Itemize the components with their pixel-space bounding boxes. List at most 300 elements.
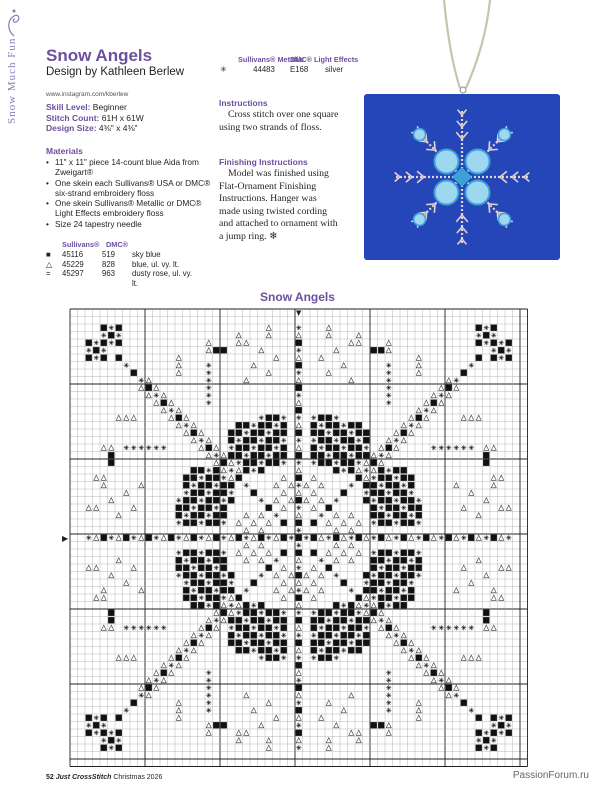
stitch-silver xyxy=(274,445,279,450)
stitch-sky-blue xyxy=(408,520,414,526)
stitch-silver xyxy=(176,498,181,503)
stitch-sky-blue xyxy=(378,572,384,578)
stitch-light-blue xyxy=(266,520,271,525)
stitch-silver xyxy=(251,625,256,630)
stitch-light-blue xyxy=(206,348,211,353)
stitch-light-blue xyxy=(266,550,271,555)
stitch-silver xyxy=(206,468,211,473)
center-marker-side: ▶ xyxy=(62,533,69,543)
stitch-light-blue xyxy=(386,348,391,353)
stitch-light-blue xyxy=(416,355,421,360)
stitch-silver xyxy=(371,535,376,540)
stitch-light-blue xyxy=(176,715,181,720)
stitch-sky-blue xyxy=(198,580,204,586)
stitch-light-blue xyxy=(206,438,211,443)
stitch-silver xyxy=(259,438,264,443)
stitch-sky-blue xyxy=(401,430,407,436)
stitch-sky-blue xyxy=(356,617,362,623)
stitch-silver xyxy=(124,708,129,713)
stitch-silver xyxy=(206,393,211,398)
stitch-sky-blue xyxy=(326,565,332,571)
stitch-light-blue xyxy=(94,505,99,510)
stitch-sky-blue xyxy=(266,422,272,428)
stitch-silver xyxy=(176,573,181,578)
stitch-light-blue xyxy=(176,708,181,713)
stitch-light-blue xyxy=(131,565,136,570)
stitch-light-blue xyxy=(416,663,421,668)
stitch-silver xyxy=(191,588,196,593)
stitch-sky-blue xyxy=(281,647,287,653)
stitch-silver xyxy=(386,378,391,383)
stitch-light-blue xyxy=(184,535,189,540)
stitch-sky-blue xyxy=(236,535,242,541)
stitch-sky-blue xyxy=(371,557,377,563)
stitch-sky-blue xyxy=(206,625,212,631)
stitch-silver xyxy=(296,393,301,398)
stitch-light-blue xyxy=(311,595,316,600)
stitch-light-blue xyxy=(311,505,316,510)
stitch-sky-blue xyxy=(393,587,399,593)
stitch-sky-blue xyxy=(476,715,482,721)
stitch-light-blue xyxy=(259,528,264,533)
stitch-sky-blue xyxy=(296,407,302,413)
stitch-sky-blue xyxy=(401,550,407,556)
stitch-light-blue xyxy=(341,520,346,525)
stitch-light-blue xyxy=(296,333,301,338)
stitch-light-blue xyxy=(221,618,226,623)
stitch-silver xyxy=(334,610,339,615)
stitch-light-blue xyxy=(304,588,309,593)
stitch-light-blue xyxy=(176,423,181,428)
stitch-sky-blue xyxy=(198,490,204,496)
stitch-silver xyxy=(244,483,249,488)
stitch-sky-blue xyxy=(371,460,377,466)
center-marker-top: ▼ xyxy=(296,309,302,317)
stitch-sky-blue xyxy=(318,415,324,421)
stitch-light-blue xyxy=(139,588,144,593)
stitch-silver xyxy=(499,715,504,720)
stitch-light-blue xyxy=(221,603,226,608)
stitch-sky-blue xyxy=(311,640,317,646)
stitch-silver xyxy=(199,438,204,443)
stitch-silver xyxy=(101,723,106,728)
stitch-sky-blue xyxy=(491,715,497,721)
stitch-sky-blue xyxy=(491,730,497,736)
stitch-silver xyxy=(499,355,504,360)
stitch-light-blue xyxy=(296,423,301,428)
stitch-light-blue xyxy=(236,730,241,735)
stitch-sky-blue xyxy=(213,572,219,578)
stitch-sky-blue xyxy=(281,452,287,458)
stitch-silver xyxy=(139,625,144,630)
stitch-silver xyxy=(109,535,114,540)
stitch-silver xyxy=(214,588,219,593)
stitch-silver xyxy=(259,655,264,660)
stitch-light-blue xyxy=(296,468,301,473)
stitch-light-blue xyxy=(416,715,421,720)
stitch-sky-blue xyxy=(183,595,189,601)
stitch-sky-blue xyxy=(378,595,384,601)
stitch-light-blue xyxy=(476,558,481,563)
stitch-silver xyxy=(364,468,369,473)
stitch-sky-blue xyxy=(363,587,369,593)
stitch-sky-blue xyxy=(356,647,362,653)
stitch-sky-blue xyxy=(408,505,414,511)
stitch-sky-blue xyxy=(446,685,452,691)
stitch-sky-blue xyxy=(371,482,377,488)
jump-ring xyxy=(460,87,466,93)
stitch-sky-blue xyxy=(206,482,212,488)
stitch-silver xyxy=(334,460,339,465)
stitch-light-blue xyxy=(116,535,121,540)
stitch-sky-blue xyxy=(198,602,204,608)
stitch-light-blue xyxy=(386,618,391,623)
stitch-silver xyxy=(446,625,451,630)
stitch-light-blue xyxy=(289,588,294,593)
stitch-silver xyxy=(341,603,346,608)
stitch-sky-blue xyxy=(401,595,407,601)
stitch-silver xyxy=(124,445,129,450)
stitch-sky-blue xyxy=(266,505,272,511)
stitch-light-blue xyxy=(169,670,174,675)
stitch-silver xyxy=(131,535,136,540)
stitch-light-blue xyxy=(124,415,129,420)
stitch-light-blue xyxy=(236,738,241,743)
stitch-sky-blue xyxy=(273,632,279,638)
stitch-light-blue xyxy=(326,325,331,330)
stitch-light-blue xyxy=(281,595,286,600)
stitch-sky-blue xyxy=(378,520,384,526)
stitch-sky-blue xyxy=(386,565,392,571)
stitch-silver xyxy=(221,550,226,555)
stitch-light-blue xyxy=(484,498,489,503)
designer-url[interactable]: www.instagram.com/kberlew xyxy=(46,91,129,98)
stitch-light-blue xyxy=(176,663,181,668)
stitch-sky-blue xyxy=(311,452,317,458)
stitch-sky-blue xyxy=(491,745,497,751)
stitch-silver xyxy=(221,520,226,525)
stitch-sky-blue xyxy=(198,505,204,511)
stitch-silver xyxy=(146,445,151,450)
stitch-light-blue xyxy=(349,558,354,563)
stitch-sky-blue xyxy=(326,655,332,661)
stitch-silver xyxy=(379,618,384,623)
stitch-light-blue xyxy=(364,475,369,480)
stitch-sky-blue xyxy=(296,640,302,646)
stitch-sky-blue xyxy=(221,722,227,728)
stitch-silver xyxy=(236,633,241,638)
stitch-silver xyxy=(409,423,414,428)
stitch-sky-blue xyxy=(116,340,122,346)
stitch-light-blue xyxy=(484,445,489,450)
stitch-light-blue xyxy=(296,558,301,563)
stitch-light-blue xyxy=(176,370,181,375)
stitch-light-blue xyxy=(251,363,256,368)
stitch-sky-blue xyxy=(213,602,219,608)
stitch-silver xyxy=(469,625,474,630)
stitch-light-blue xyxy=(206,723,211,728)
stitch-silver xyxy=(266,453,271,458)
stitch-sky-blue xyxy=(131,370,137,376)
stitch-sky-blue xyxy=(363,640,369,646)
stitch-sky-blue xyxy=(191,512,197,518)
stitch-silver xyxy=(506,348,511,353)
stitch-sky-blue xyxy=(378,602,384,608)
stitch-sky-blue xyxy=(221,512,227,518)
stitch-light-blue xyxy=(296,648,301,653)
stitch-sky-blue xyxy=(416,512,422,518)
stitch-light-blue xyxy=(364,460,369,465)
stitch-light-blue xyxy=(289,498,294,503)
stitch-sky-blue xyxy=(363,617,369,623)
stitch-light-blue xyxy=(229,535,234,540)
stitch-sky-blue xyxy=(281,625,287,631)
stitch-sky-blue xyxy=(258,647,264,653)
stitch-silver xyxy=(251,648,256,653)
stitch-sky-blue xyxy=(296,550,302,556)
stitch-light-blue xyxy=(274,498,279,503)
stitch-sky-blue xyxy=(326,647,332,653)
stitch-silver xyxy=(206,693,211,698)
stitch-sky-blue xyxy=(183,550,189,556)
stitch-light-blue xyxy=(416,363,421,368)
stitch-sky-blue xyxy=(491,325,497,331)
stitch-sky-blue xyxy=(251,430,257,436)
stitch-sky-blue xyxy=(191,490,197,496)
stitch-light-blue xyxy=(319,588,324,593)
stitch-silver xyxy=(259,633,264,638)
stitch-sky-blue xyxy=(281,640,287,646)
stitch-silver xyxy=(491,738,496,743)
stitch-sky-blue xyxy=(341,640,347,646)
stitch-light-blue xyxy=(401,423,406,428)
stitch-light-blue xyxy=(274,483,279,488)
stitch-light-blue xyxy=(446,393,451,398)
stitch-sky-blue xyxy=(318,460,324,466)
stitch-silver xyxy=(214,453,219,458)
stitch-silver xyxy=(281,610,286,615)
stitch-sky-blue xyxy=(393,482,399,488)
stitch-sky-blue xyxy=(116,745,122,751)
stitch-silver xyxy=(154,445,159,450)
stitch-silver xyxy=(476,738,481,743)
stitch-light-blue xyxy=(499,505,504,510)
stitch-silver xyxy=(206,490,211,495)
stitch-silver xyxy=(206,370,211,375)
stitch-silver xyxy=(326,430,331,435)
stitch-silver xyxy=(176,520,181,525)
stitch-sky-blue xyxy=(258,452,264,458)
stitch-light-blue xyxy=(266,370,271,375)
stitch-light-blue xyxy=(169,400,174,405)
stitch-sky-blue xyxy=(476,325,482,331)
stitch-light-blue xyxy=(296,580,301,585)
stitch-sky-blue xyxy=(318,452,324,458)
stitch-light-blue xyxy=(296,693,301,698)
stitch-light-blue xyxy=(109,498,114,503)
stitch-sky-blue xyxy=(296,617,302,623)
stitch-sky-blue xyxy=(191,602,197,608)
stitch-sky-blue xyxy=(408,482,414,488)
stitch-silver xyxy=(409,648,414,653)
list-item: • One skein Sullivans® Metallic or DMC® Light Effects embroidery floss xyxy=(46,198,216,219)
stitch-silver xyxy=(221,595,226,600)
stitch-light-blue xyxy=(326,700,331,705)
stitch-silver xyxy=(311,633,316,638)
stitch-sky-blue xyxy=(341,617,347,623)
stitch-light-blue xyxy=(191,438,196,443)
stitch-light-blue xyxy=(394,430,399,435)
stitch-sky-blue xyxy=(183,520,189,526)
stitch-silver xyxy=(409,490,414,495)
stitch-sky-blue xyxy=(161,670,167,676)
stitch-silver xyxy=(409,513,414,518)
stitch-sky-blue xyxy=(476,730,482,736)
stitch-light-blue xyxy=(491,445,496,450)
stitch-sky-blue xyxy=(378,497,384,503)
stitch-light-blue xyxy=(349,513,354,518)
stitch-light-blue xyxy=(416,708,421,713)
stitch-sky-blue xyxy=(498,722,504,728)
stitch-silver xyxy=(229,445,234,450)
stitch-sky-blue xyxy=(371,580,377,586)
hanging-cord xyxy=(444,0,490,88)
stitch-silver xyxy=(469,708,474,713)
stitch-silver xyxy=(296,325,301,330)
stitch-sky-blue xyxy=(221,610,227,616)
stitch-light-blue xyxy=(296,490,301,495)
stitch-light-blue xyxy=(296,513,301,518)
stitch-sky-blue xyxy=(296,572,302,578)
stitch-silver xyxy=(386,490,391,495)
stitch-sky-blue xyxy=(191,535,197,541)
stitch-sky-blue xyxy=(206,595,212,601)
stitch-sky-blue xyxy=(416,565,422,571)
stitch-sky-blue xyxy=(386,550,392,556)
stitch-sky-blue xyxy=(311,430,317,436)
stitch-sky-blue xyxy=(348,610,354,616)
stitch-sky-blue xyxy=(183,482,189,488)
stitch-silver xyxy=(439,678,444,683)
stitch-silver xyxy=(109,745,114,750)
stitch-silver xyxy=(259,610,264,615)
stitch-sky-blue xyxy=(311,520,317,526)
stitch-light-blue xyxy=(86,565,91,570)
stitch-light-blue xyxy=(251,550,256,555)
stitch-silver xyxy=(184,558,189,563)
stitch-sky-blue xyxy=(221,490,227,496)
stitch-silver xyxy=(394,573,399,578)
stitch-sky-blue xyxy=(266,445,272,451)
stitch-silver xyxy=(386,708,391,713)
stitch-light-blue xyxy=(356,730,361,735)
stitch-silver xyxy=(94,355,99,360)
stitch-silver xyxy=(176,535,181,540)
stitch-light-blue xyxy=(394,640,399,645)
stitch-silver xyxy=(244,535,249,540)
stitch-silver xyxy=(424,663,429,668)
stitch-sky-blue xyxy=(491,355,497,361)
stitch-light-blue xyxy=(296,445,301,450)
stitch-light-blue xyxy=(146,693,151,698)
stitch-sky-blue xyxy=(251,632,257,638)
stitch-sky-blue xyxy=(258,430,264,436)
stitch-light-blue xyxy=(259,513,264,518)
stitch-sky-blue xyxy=(176,415,182,421)
stitch-light-blue xyxy=(319,573,324,578)
stitch-silver xyxy=(326,640,331,645)
stitch-sky-blue xyxy=(273,640,279,646)
stitch-silver xyxy=(499,340,504,345)
symbol-square: ■ xyxy=(46,249,51,259)
cross-stitch-chart xyxy=(62,305,532,775)
stitch-sky-blue xyxy=(191,580,197,586)
stitch-sky-blue xyxy=(311,445,317,451)
stitch-light-blue xyxy=(491,625,496,630)
stitch-light-blue xyxy=(274,588,279,593)
stitch-silver xyxy=(349,588,354,593)
stitch-sky-blue xyxy=(213,535,219,541)
stitch-silver xyxy=(274,648,279,653)
stitch-silver xyxy=(484,325,489,330)
stitch-sky-blue xyxy=(251,617,257,623)
stitch-sky-blue xyxy=(191,595,197,601)
stitch-silver xyxy=(154,625,159,630)
stitch-sky-blue xyxy=(393,565,399,571)
stitch-light-blue xyxy=(319,535,324,540)
stitch-light-blue xyxy=(139,685,144,690)
stitch-sky-blue xyxy=(236,625,242,631)
stitch-silver xyxy=(334,498,339,503)
stitch-sky-blue xyxy=(498,347,504,353)
stitch-silver xyxy=(356,633,361,638)
stitch-sky-blue xyxy=(191,475,197,481)
stitch-sky-blue xyxy=(393,580,399,586)
stitch-sky-blue xyxy=(86,340,92,346)
stitch-silver xyxy=(259,498,264,503)
pattern-title: Snow Angels xyxy=(46,46,153,65)
stitch-silver xyxy=(416,550,421,555)
stitch-silver xyxy=(394,535,399,540)
stitch-light-blue xyxy=(469,415,474,420)
stitch-sky-blue xyxy=(191,497,197,503)
stitch-silver xyxy=(371,595,376,600)
stitch-light-blue xyxy=(311,475,316,480)
stitch-silver xyxy=(176,550,181,555)
stitch-sky-blue xyxy=(356,535,362,541)
stitch-light-blue xyxy=(416,408,421,413)
stitch-light-blue xyxy=(491,483,496,488)
stitch-sky-blue xyxy=(228,437,234,443)
stitch-sky-blue xyxy=(206,505,212,511)
stitch-light-blue xyxy=(439,400,444,405)
stitch-sky-blue xyxy=(281,430,287,436)
stitch-silver xyxy=(491,333,496,338)
stitch-light-blue xyxy=(499,475,504,480)
stitch-silver xyxy=(296,678,301,683)
stitch-sky-blue xyxy=(296,730,302,736)
stitch-light-blue xyxy=(364,535,369,540)
stitch-silver xyxy=(229,603,234,608)
stitch-sky-blue xyxy=(318,430,324,436)
stitch-silver xyxy=(191,565,196,570)
stitch-silver xyxy=(364,445,369,450)
designer-byline: Design by Kathleen Berlew xyxy=(46,66,185,78)
stitch-sky-blue xyxy=(213,347,219,353)
stitch-sky-blue xyxy=(101,340,107,346)
stitch-light-blue xyxy=(139,385,144,390)
stitch-sky-blue xyxy=(213,475,219,481)
